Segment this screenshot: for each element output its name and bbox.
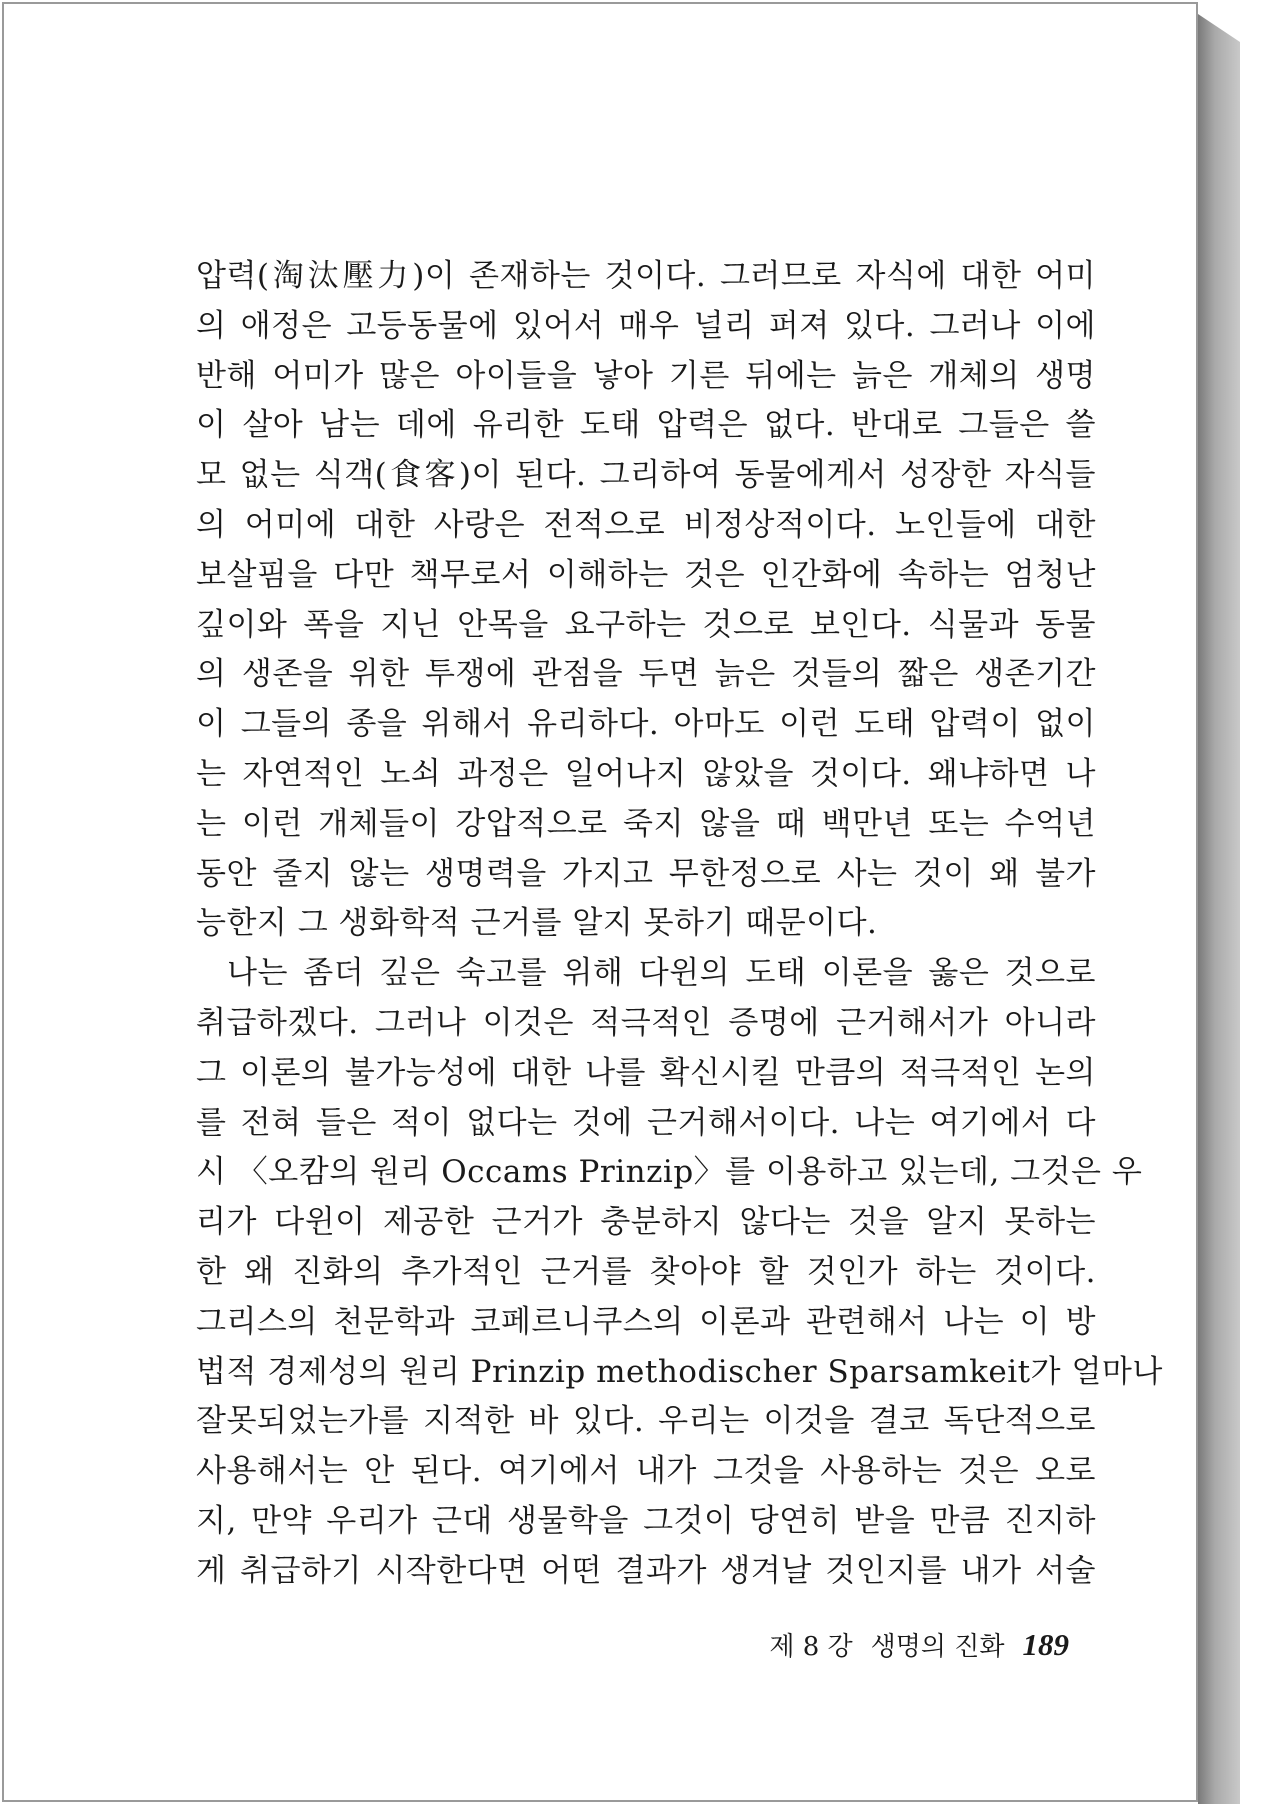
text-line: 잘못되었는가를 지적한 바 있다. 우리는 이것을 결코 독단적으로	[196, 1403, 1096, 1440]
text-line: 지, 만약 우리가 근대 생물학을 그것이 당연히 받을 만큼 진지하	[196, 1502, 1096, 1539]
book-page	[2, 2, 1198, 1802]
text-line: 그 이론의 불가능성에 대한 나를 확신시킬 만큼의 적극적인 논의	[196, 1054, 1096, 1091]
text-line: 깊이와 폭을 지닌 안목을 요구하는 것으로 보인다. 식물과 동물	[196, 606, 1096, 643]
text-line: 의 애정은 고등동물에 있어서 매우 널리 퍼져 있다. 그러나 이에	[196, 307, 1096, 344]
text-line: 법적 경제성의 원리 Prinzip methodischer Sparsamkeit가 얼마나	[196, 1353, 1163, 1390]
text-line: 그리스의 천문학과 코페르니쿠스의 이론과 관련해서 나는 이 방	[196, 1303, 1096, 1340]
text-line: 시 〈오캄의 원리 Occams Prinzip〉를 이용하고 있는데, 그것은 우	[196, 1154, 1143, 1191]
page-number: 189	[1022, 1627, 1069, 1662]
text-line: 의 생존을 위한 투쟁에 관점을 두면 늙은 것들의 짧은 생존기간	[196, 656, 1096, 693]
book-page-edge	[1198, 14, 1240, 1804]
text-line: 능한지 그 생화학적 근거를 알지 못하기 때문이다.	[196, 905, 878, 942]
text-line: 리가 다윈이 제공한 근거가 충분하지 않다는 것을 알지 못하는	[196, 1204, 1096, 1241]
text-line: 모 없는 식객(食客)이 된다. 그리하여 동물에게서 성장한 자식들	[196, 457, 1096, 494]
text-line: 보살핌을 다만 책무로서 이해하는 것은 인간화에 속하는 엄청난	[196, 556, 1096, 593]
text-line: 사용해서는 안 된다. 여기에서 내가 그것을 사용하는 것은 오로	[196, 1453, 1096, 1490]
page-footer	[769, 1626, 1069, 1663]
text-line: 나는 좀더 깊은 숙고를 위해 다윈의 도태 이론을 옳은 것으로	[227, 955, 1096, 992]
text-line: 의 어미에 대한 사랑은 전적으로 비정상적이다. 노인들에 대한	[196, 506, 1096, 543]
text-line: 동안 줄지 않는 생명력을 가지고 무한정으로 사는 것이 왜 불가	[196, 855, 1096, 892]
text-line: 이 그들의 종을 위해서 유리하다. 아마도 이런 도태 압력이 없이	[196, 706, 1096, 743]
text-line: 를 전혀 들은 적이 없다는 것에 근거해서이다. 나는 여기에서 다	[196, 1104, 1096, 1141]
text-line: 압력(淘汰壓力)이 존재하는 것이다. 그러므로 자식에 대한 어미	[196, 258, 1096, 294]
text-line: 취급하겠다. 그러나 이것은 적극적인 증명에 근거해서가 아니라	[196, 1004, 1096, 1041]
text-line: 게 취급하기 시작한다면 어떤 결과가 생겨날 것인지를 내가 서술	[196, 1552, 1096, 1589]
chapter-title: 생명의 진화	[870, 1632, 1005, 1662]
text-line: 반해 어미가 많은 아이들을 낳아 기른 뒤에는 늙은 개체의 생명	[196, 357, 1096, 394]
text-line: 이 살아 남는 데에 유리한 도태 압력은 없다. 반대로 그들은 쓸	[196, 407, 1096, 444]
text-line: 한 왜 진화의 추가적인 근거를 찾아야 할 것인가 하는 것이다.	[196, 1253, 1096, 1290]
chapter-label: 제 8 강	[769, 1632, 853, 1662]
text-line: 는 자연적인 노쇠 과정은 일어나지 않았을 것이다. 왜냐하면 나	[196, 755, 1096, 792]
text-line: 는 이런 개체들이 강압적으로 죽지 않을 때 백만년 또는 수억년	[196, 805, 1096, 842]
body-text	[196, 252, 1163, 1597]
